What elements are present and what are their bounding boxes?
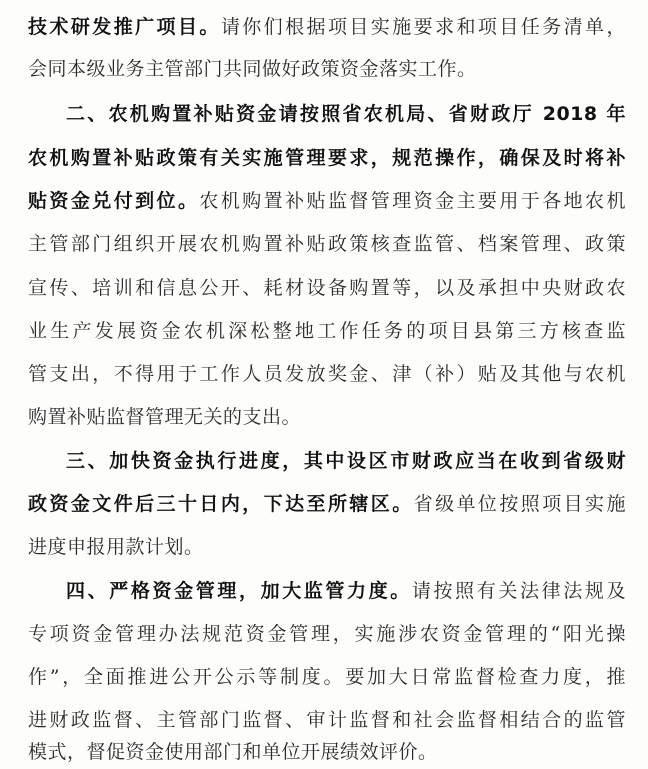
text-line [28, 273, 626, 303]
bold-text: 四、严格资金管理，加大监管力度。 [66, 580, 412, 602]
body-text: 专项资金管理办法规范资金管理，实施涉农资金管理的“阳光操 [28, 623, 626, 645]
text-line [28, 12, 626, 42]
body-text: 购置补贴监督管理无关的支出。 [28, 406, 302, 428]
body-text: 主管部门组织开展农机购置补贴政策核查监管、档案管理、政策 [28, 233, 626, 255]
text-line [28, 316, 626, 346]
text-line [28, 662, 626, 692]
body-text: 请按照有关法律法规及 [411, 580, 626, 602]
text-line [28, 532, 626, 562]
body-text: 请你们根据项目实施要求和项目任务清单， [220, 16, 626, 38]
text-line [28, 143, 626, 173]
section-3-heading [66, 446, 626, 476]
body-text: 会同本级业务主管部门共同做好政策资金落实工作。 [28, 58, 477, 80]
text-line [28, 359, 626, 389]
body-text: 宣传、培训和信息公开、耗材设备购置等，以及承担中央财政农 [28, 277, 626, 299]
text-line [28, 186, 626, 216]
body-text: 作”，全面推进公开公示等制度。要加大日常监督检查力度，推 [28, 666, 626, 688]
body-text: 进度申报用款计划。 [28, 536, 204, 558]
text-line [28, 402, 626, 432]
section-4-heading [66, 576, 626, 606]
body-text: 业生产发展资金农机深松整地工作任务的项目县第三方核查监 [28, 320, 626, 342]
body-text: 管支出，不得用于工作人员发放奖金、津（补）贴及其他与农机 [28, 363, 626, 385]
text-line [28, 737, 626, 767]
text-line [28, 489, 626, 519]
bold-text: 技术研发推广项目。 [28, 16, 221, 38]
bold-text: 政资金文件后三十日内，下达至所辖区。 [28, 493, 414, 515]
bold-text: 三、加快资金执行进度，其中设区市财政应当在收到省级财 [66, 450, 626, 472]
section-2-heading [66, 99, 626, 129]
text-line [28, 54, 626, 84]
text-line [28, 705, 626, 735]
text-line [28, 619, 626, 649]
bold-text: 贴资金兑付到位。 [28, 190, 200, 212]
body-text: 省级单位按照项目实施 [413, 493, 626, 515]
body-text: 模式，督促资金使用部门和单位开展绩效评价。 [28, 741, 438, 763]
body-text: 农机购置补贴监督管理资金主要用于各地农机 [199, 190, 626, 212]
text-line [28, 229, 626, 259]
bold-text: 二、农机购置补贴资金请按照省农机局、省财政厅 2018 年 [66, 103, 626, 125]
bold-text: 农机购置补贴政策有关实施管理要求，规范操作，确保及时将补 [28, 147, 626, 169]
body-text: 进财政监督、主管部门监督、审计监督和社会监督相结合的监管 [28, 709, 626, 731]
